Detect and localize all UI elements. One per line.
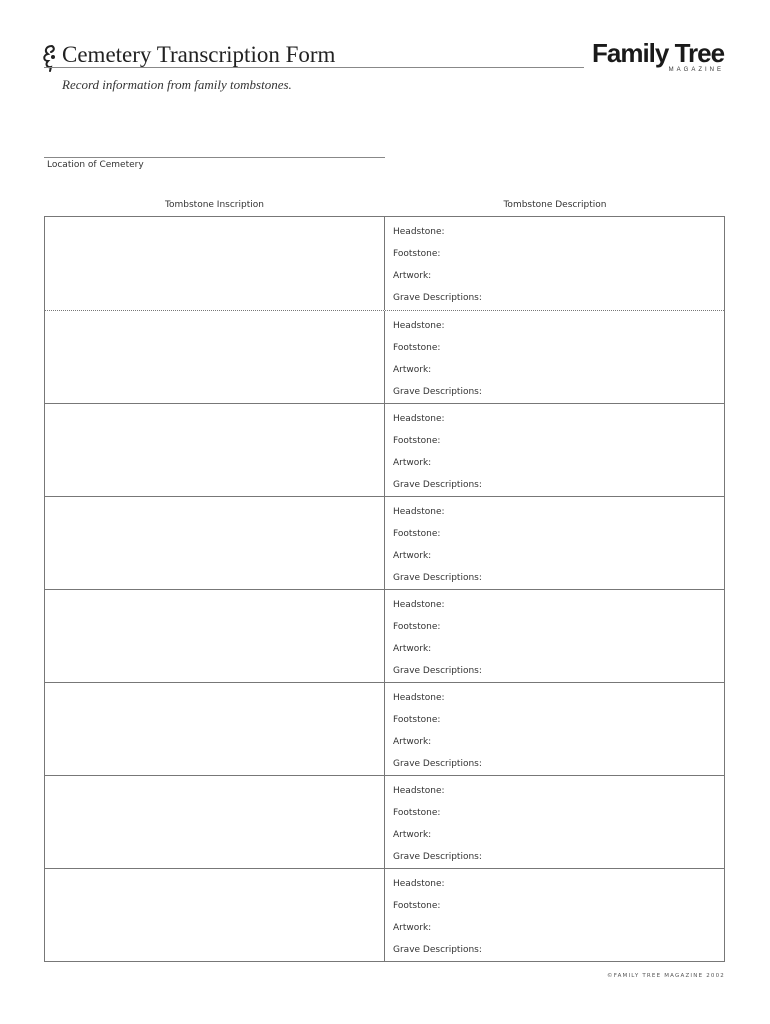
headstone-label: Headstone: bbox=[393, 414, 445, 424]
description-cell[interactable] bbox=[385, 404, 724, 496]
grave-descriptions-label: Grave Descriptions: bbox=[393, 852, 482, 862]
table-row bbox=[45, 682, 724, 775]
description-cell[interactable] bbox=[385, 776, 724, 868]
footstone-label: Footstone: bbox=[393, 622, 441, 632]
inscription-cell[interactable] bbox=[45, 497, 385, 589]
page-title: Cemetery Transcription Form bbox=[62, 42, 336, 67]
grave-descriptions-label: Grave Descriptions: bbox=[393, 387, 482, 397]
table-row bbox=[45, 775, 724, 868]
inscription-column-header: Tombstone Inscription bbox=[165, 200, 264, 210]
inscription-cell[interactable] bbox=[45, 217, 385, 310]
artwork-label: Artwork: bbox=[393, 551, 432, 561]
headstone-label: Headstone: bbox=[393, 786, 445, 796]
inscription-cell[interactable] bbox=[45, 869, 385, 961]
artwork-label: Artwork: bbox=[393, 458, 432, 468]
footstone-label: Footstone: bbox=[393, 808, 441, 818]
location-input-line[interactable] bbox=[44, 157, 385, 158]
logo-wordmark: Family Tree bbox=[592, 38, 725, 68]
footstone-label: Footstone: bbox=[393, 901, 441, 911]
headstone-label: Headstone: bbox=[393, 879, 445, 889]
description-column-header: Tombstone Description bbox=[503, 200, 607, 210]
inscription-cell[interactable] bbox=[45, 683, 385, 775]
grave-descriptions-label: Grave Descriptions: bbox=[393, 573, 482, 583]
header-divider bbox=[44, 67, 584, 68]
inscription-cell[interactable] bbox=[45, 776, 385, 868]
table-row bbox=[45, 868, 724, 961]
description-cell[interactable] bbox=[385, 869, 724, 961]
table-row bbox=[45, 496, 724, 589]
inscription-cell[interactable] bbox=[45, 311, 385, 403]
artwork-label: Artwork: bbox=[393, 737, 432, 747]
grave-descriptions-label: Grave Descriptions: bbox=[393, 759, 482, 769]
page-subtitle: Record information from family tombstones. bbox=[62, 77, 292, 92]
footstone-label: Footstone: bbox=[393, 436, 441, 446]
description-cell[interactable] bbox=[385, 311, 724, 403]
description-cell[interactable] bbox=[385, 590, 724, 682]
footstone-label: Footstone: bbox=[393, 343, 441, 353]
footstone-label: Footstone: bbox=[393, 529, 441, 539]
location-label: Location of Cemetery bbox=[47, 160, 144, 170]
inscription-cell[interactable] bbox=[45, 590, 385, 682]
grave-descriptions-label: Grave Descriptions: bbox=[393, 480, 482, 490]
artwork-label: Artwork: bbox=[393, 830, 432, 840]
table-row bbox=[45, 310, 724, 403]
artwork-label: Artwork: bbox=[393, 644, 432, 654]
headstone-label: Headstone: bbox=[393, 507, 445, 517]
artwork-label: Artwork: bbox=[393, 923, 432, 933]
inscription-cell[interactable] bbox=[45, 404, 385, 496]
headstone-label: Headstone: bbox=[393, 227, 445, 237]
headstone-label: Headstone: bbox=[393, 600, 445, 610]
tombstone-table bbox=[44, 216, 725, 962]
table-row bbox=[45, 403, 724, 496]
logo-subtitle: MAGAZINE bbox=[668, 67, 724, 73]
grave-descriptions-label: Grave Descriptions: bbox=[393, 293, 482, 303]
footstone-label: Footstone: bbox=[393, 249, 441, 259]
family-tree-logo bbox=[592, 38, 728, 78]
headstone-label: Headstone: bbox=[393, 321, 445, 331]
artwork-label: Artwork: bbox=[393, 271, 432, 281]
description-cell[interactable] bbox=[385, 217, 724, 310]
description-cell[interactable] bbox=[385, 497, 724, 589]
table-row bbox=[45, 589, 724, 682]
artwork-label: Artwork: bbox=[393, 365, 432, 375]
table-row bbox=[45, 217, 724, 310]
headstone-label: Headstone: bbox=[393, 693, 445, 703]
description-cell[interactable] bbox=[385, 683, 724, 775]
copyright-notice: ©FAMILY TREE MAGAZINE 2002 bbox=[607, 973, 725, 979]
footstone-label: Footstone: bbox=[393, 715, 441, 725]
grave-descriptions-label: Grave Descriptions: bbox=[393, 666, 482, 676]
grave-descriptions-label: Grave Descriptions: bbox=[393, 945, 482, 955]
